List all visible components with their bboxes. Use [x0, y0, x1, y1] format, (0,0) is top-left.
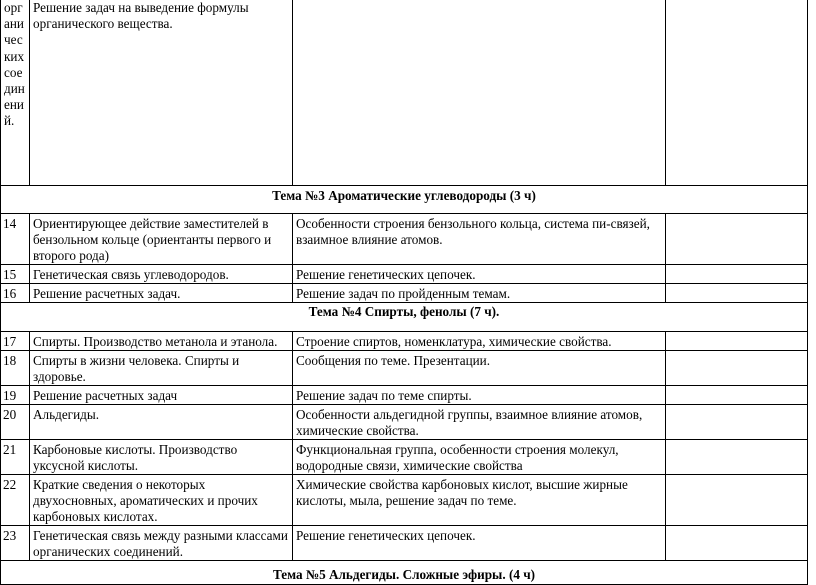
- lesson-content: Функциональная группа, особенности строения молекул, водородные связи, химические свойства: [293, 440, 666, 475]
- lesson-content: Решение генетических цепочек.: [293, 526, 666, 561]
- lesson-extra: [666, 332, 808, 351]
- lesson-number: 21: [1, 440, 30, 475]
- lesson-extra: [666, 386, 808, 405]
- table-row: [1, 475, 808, 526]
- lesson-extra: [666, 0, 808, 186]
- lesson-number: 15: [1, 265, 30, 284]
- lesson-extra: [666, 526, 808, 561]
- section-heading: Тема №3 Ароматические углеводороды (3 ч): [1, 186, 808, 214]
- lesson-extra: [666, 284, 808, 303]
- lesson-topic: Решение расчетных задач: [30, 386, 293, 405]
- lesson-number: 19: [1, 386, 30, 405]
- lesson-extra: [666, 351, 808, 386]
- section-heading: Тема №4 Спирты, фенолы (7 ч).: [1, 303, 808, 332]
- lesson-topic: Карбоновые кислоты. Производство уксусной кислоты.: [30, 440, 293, 475]
- lesson-topic: Ориентирующее действие заместителей в бензольном кольце (ориентанты первого и второго рода): [30, 214, 293, 265]
- lesson-extra: [666, 214, 808, 265]
- table-row: [1, 214, 808, 265]
- table-row: [1, 284, 808, 303]
- section-heading: Тема №5 Альдегиды. Сложные эфиры. (4 ч): [1, 561, 808, 585]
- lesson-number: 14: [1, 214, 30, 265]
- lesson-extra: [666, 405, 808, 440]
- table-row: [1, 265, 808, 284]
- lesson-topic: Генетическая связь между разными классами органических соединений.: [30, 526, 293, 561]
- lesson-number: 20: [1, 405, 30, 440]
- lesson-topic: Решение расчетных задач.: [30, 284, 293, 303]
- lesson-content: Строение спиртов, номенклатура, химические свойства.: [293, 332, 666, 351]
- lesson-content: Сообщения по теме. Презентации.: [293, 351, 666, 386]
- lesson-extra: [666, 265, 808, 284]
- section-heading-row: [1, 561, 808, 585]
- lesson-content: [293, 0, 666, 186]
- table-row: [1, 440, 808, 475]
- lesson-topic: Генетическая связь углеводородов.: [30, 265, 293, 284]
- lesson-topic: Спирты. Производство метанола и этанола.: [30, 332, 293, 351]
- lesson-content: Решение задач по теме спирты.: [293, 386, 666, 405]
- lesson-extra: [666, 475, 808, 526]
- table-row: [1, 405, 808, 440]
- lesson-topic: Решение задач на выведение формулы органического вещества.: [30, 0, 293, 186]
- table-row: [1, 0, 808, 186]
- vertical-section-label: органических соединений.: [1, 0, 30, 186]
- section-heading-row: [1, 186, 808, 214]
- section-heading-row: [1, 303, 808, 332]
- lesson-topic: Альдегиды.: [30, 405, 293, 440]
- lesson-number: 22: [1, 475, 30, 526]
- lesson-number: 16: [1, 284, 30, 303]
- lesson-extra: [666, 440, 808, 475]
- lesson-content: Решение задач по пройденным темам.: [293, 284, 666, 303]
- lesson-number: 18: [1, 351, 30, 386]
- lesson-topic: Краткие сведения о некоторых двухосновных, ароматических и прочих карбоновых кислотах.: [30, 475, 293, 526]
- table-row: [1, 332, 808, 351]
- table-row: [1, 386, 808, 405]
- lesson-content: Решение генетических цепочек.: [293, 265, 666, 284]
- table-row: [1, 351, 808, 386]
- lesson-content: Химические свойства карбоновых кислот, высшие жирные кислоты, мыла, решение задач по теме.: [293, 475, 666, 526]
- lesson-number: 23: [1, 526, 30, 561]
- lesson-number: 17: [1, 332, 30, 351]
- lesson-content: Особенности строения бензольного кольца, система пи-связей, взаимное влияние атомов.: [293, 214, 666, 265]
- lesson-content: Особенности альдегидной группы, взаимное влияние атомов, химические свойства.: [293, 405, 666, 440]
- lesson-topic: Спирты в жизни человека. Спирты и здоровье.: [30, 351, 293, 386]
- table-row: [1, 526, 808, 561]
